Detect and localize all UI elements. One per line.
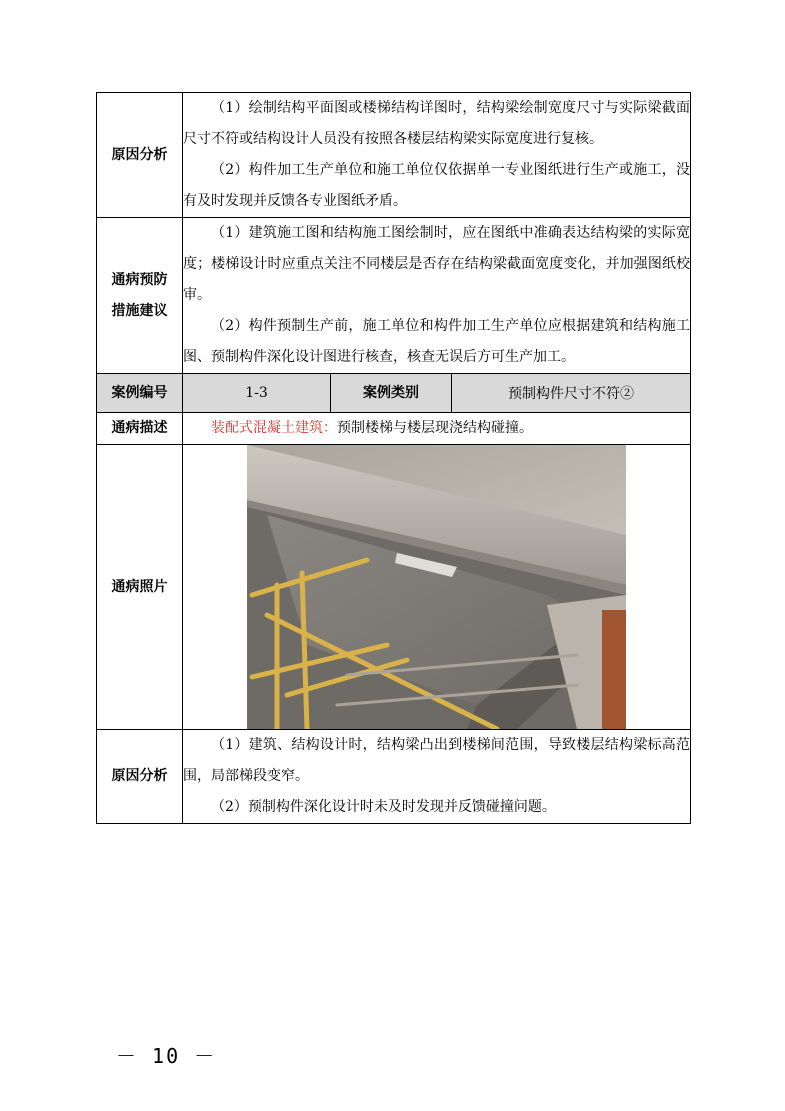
- row-prevention: [97, 218, 691, 374]
- photo-cell: [183, 445, 691, 730]
- cause-analysis-label: [97, 93, 183, 218]
- page-number: － 10 －: [116, 1044, 217, 1068]
- prevention-content: [183, 218, 691, 374]
- description-highlight: 装配式混凝土建筑：: [211, 420, 337, 436]
- cause-paragraph-1: （1）绘制结构平面图或楼梯结构详图时，结构梁绘制宽度尺寸与实际梁截面尺寸不符或结构设计人员没有按照各楼层结构梁实际宽度进行复核。: [183, 100, 691, 147]
- description-content: [183, 413, 691, 445]
- row-cause-analysis-2: [97, 730, 691, 824]
- prevention-label-line-2: 措施建议: [111, 302, 168, 319]
- stair-collision-photo: [247, 445, 626, 729]
- description-paragraph: [183, 413, 690, 444]
- row-case-header: [97, 374, 691, 413]
- prevention-paragraph-2: （2）构件预制生产前，施工单位和构件加工生产单位应根据建筑和结构施工图、预制构件深化设计图进行核查，核查无误后方可生产加工。: [183, 318, 691, 365]
- cause-paragraph-2: （2）构件加工生产单位和施工单位仅依据单一专业图纸进行生产或施工，没有及时发现并反馈各专业图纸矛盾。: [183, 162, 691, 209]
- cause-2-paragraph-2: （2）预制构件深化设计时未及时发现并反馈碰撞问题。: [211, 799, 556, 815]
- description-text: 预制楼梯与楼层现浇结构碰撞。: [337, 420, 533, 436]
- cause-analysis-2-content: [183, 730, 691, 824]
- row-cause-analysis-1: [97, 93, 691, 218]
- cause-2-paragraph-1: （1）建筑、结构设计时，结构梁凸出到楼梯间范围，导致楼层结构梁标高范围，局部梯段变窄。: [183, 737, 691, 784]
- prevention-label-line-1: 通病预防: [111, 271, 168, 288]
- case-type-value: 预制构件尺寸不符②: [452, 374, 691, 413]
- prevention-paragraph-1: （1）建筑施工图和结构施工图绘制时，应在图纸中准确表达结构梁的实际宽度；楼梯设计时应重点关注不同楼层是否存在结构梁截面宽度变化，并加强图纸校审。: [183, 225, 691, 303]
- photo-label: 通病照片: [97, 445, 183, 730]
- cause-analysis-content: [183, 93, 691, 218]
- row-description: [97, 413, 691, 445]
- row-photo: [97, 445, 691, 730]
- case-type-label: 案例类别: [331, 374, 452, 413]
- cause-analysis-label-text: 原因分析: [111, 146, 168, 163]
- case-table: [96, 92, 691, 824]
- case-id-label: 案例编号: [97, 374, 183, 413]
- prevention-label: [97, 218, 183, 374]
- description-label: 通病描述: [97, 413, 183, 445]
- cause-analysis-2-label: 原因分析: [97, 730, 183, 824]
- case-id-value: 1-3: [183, 374, 331, 413]
